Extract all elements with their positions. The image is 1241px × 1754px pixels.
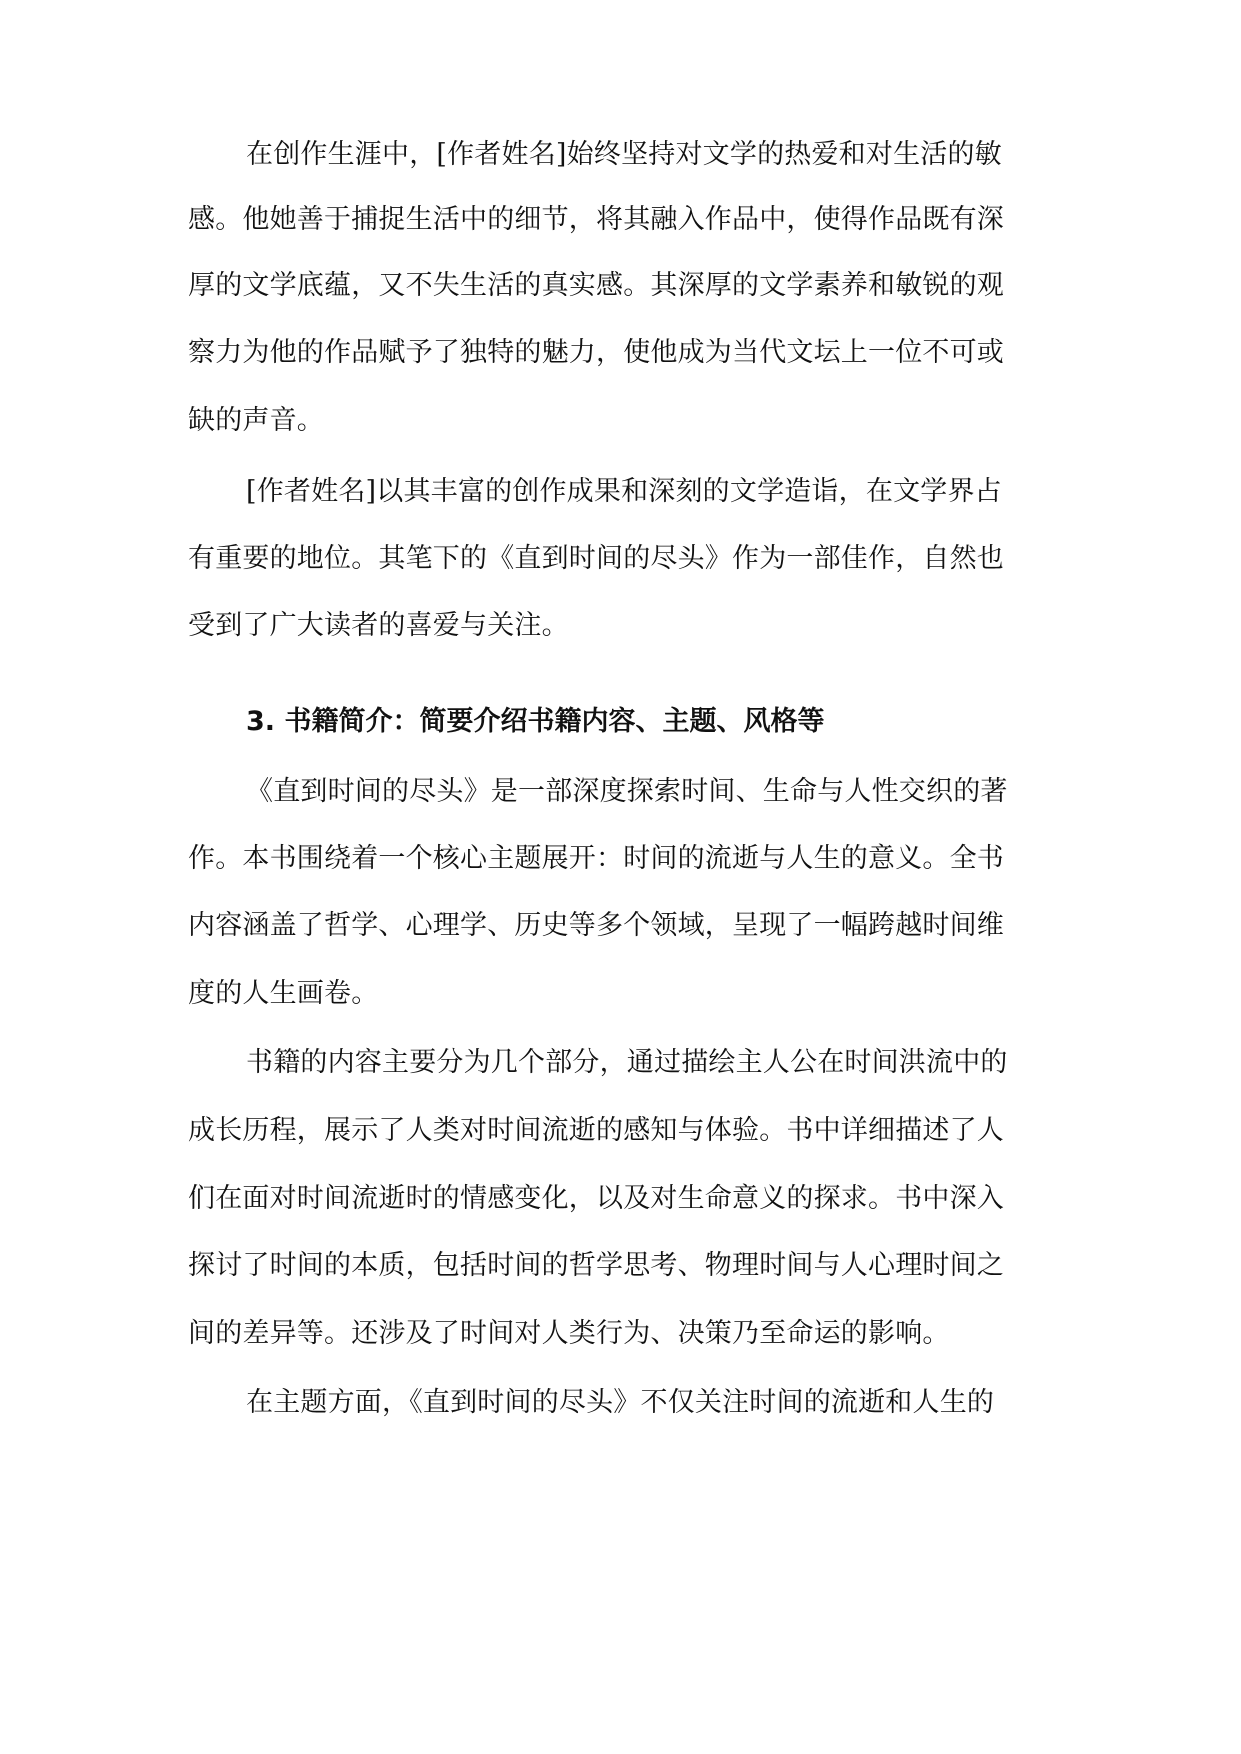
- paragraph-1-line-2: 感。他她善于捕捉生活中的细节，将其融入作品中，使得作品既有深: [188, 204, 1004, 235]
- section-paragraph-1-line-2: 作。本书围绕着一个核心主题展开：时间的流逝与人生的意义。全书: [188, 843, 1004, 874]
- paragraph-1-line-1: 在创作生涯中，[作者姓名]始终坚持对文学的热爱和对生活的敏: [246, 139, 1002, 170]
- section-heading: 3. 书籍简介：简要介绍书籍内容、主题、风格等: [246, 706, 825, 737]
- section-paragraph-1-line-4: 度的人生画卷。: [188, 978, 379, 1009]
- section-paragraph-1-line-3: 内容涵盖了哲学、心理学、历史等多个领域，呈现了一幅跨越时间维: [188, 910, 1004, 941]
- section-paragraph-3-line-1: 在主题方面，《直到时间的尽头》不仅关注时间的流逝和人生的: [246, 1387, 995, 1418]
- section-paragraph-2-line-3: 们在面对时间流逝时的情感变化，以及对生命意义的探求。书中深入: [188, 1183, 1004, 1214]
- paragraph-2-line-2: 有重要的地位。其笔下的《直到时间的尽头》作为一部佳作，自然也: [188, 543, 1004, 574]
- section-paragraph-2-line-4: 探讨了时间的本质，包括时间的哲学思考、物理时间与人心理时间之: [188, 1250, 1004, 1281]
- section-paragraph-1-line-1: 《直到时间的尽头》是一部深度探索时间、生命与人性交织的著: [246, 776, 1008, 807]
- paragraph-2-line-1: [作者姓名]以其丰富的创作成果和深刻的文学造诣，在文学界占: [246, 476, 1002, 507]
- paragraph-1-line-5: 缺的声音。: [188, 405, 324, 436]
- section-paragraph-2-line-2: 成长历程，展示了人类对时间流逝的感知与体验。书中详细描述了人: [188, 1115, 1004, 1146]
- section-paragraph-2-line-5: 间的差异等。还涉及了时间对人类行为、决策乃至命运的影响。: [188, 1318, 950, 1349]
- section-paragraph-2-line-1: 书籍的内容主要分为几个部分，通过描绘主人公在时间洪流中的: [246, 1047, 1008, 1078]
- paragraph-2-line-3: 受到了广大读者的喜爱与关注。: [188, 610, 569, 641]
- paragraph-1-line-3: 厚的文学底蕴，又不失生活的真实感。其深厚的文学素养和敏锐的观: [188, 270, 1004, 301]
- paragraph-1-line-4: 察力为他的作品赋予了独特的魅力，使他成为当代文坛上一位不可或: [188, 337, 1004, 368]
